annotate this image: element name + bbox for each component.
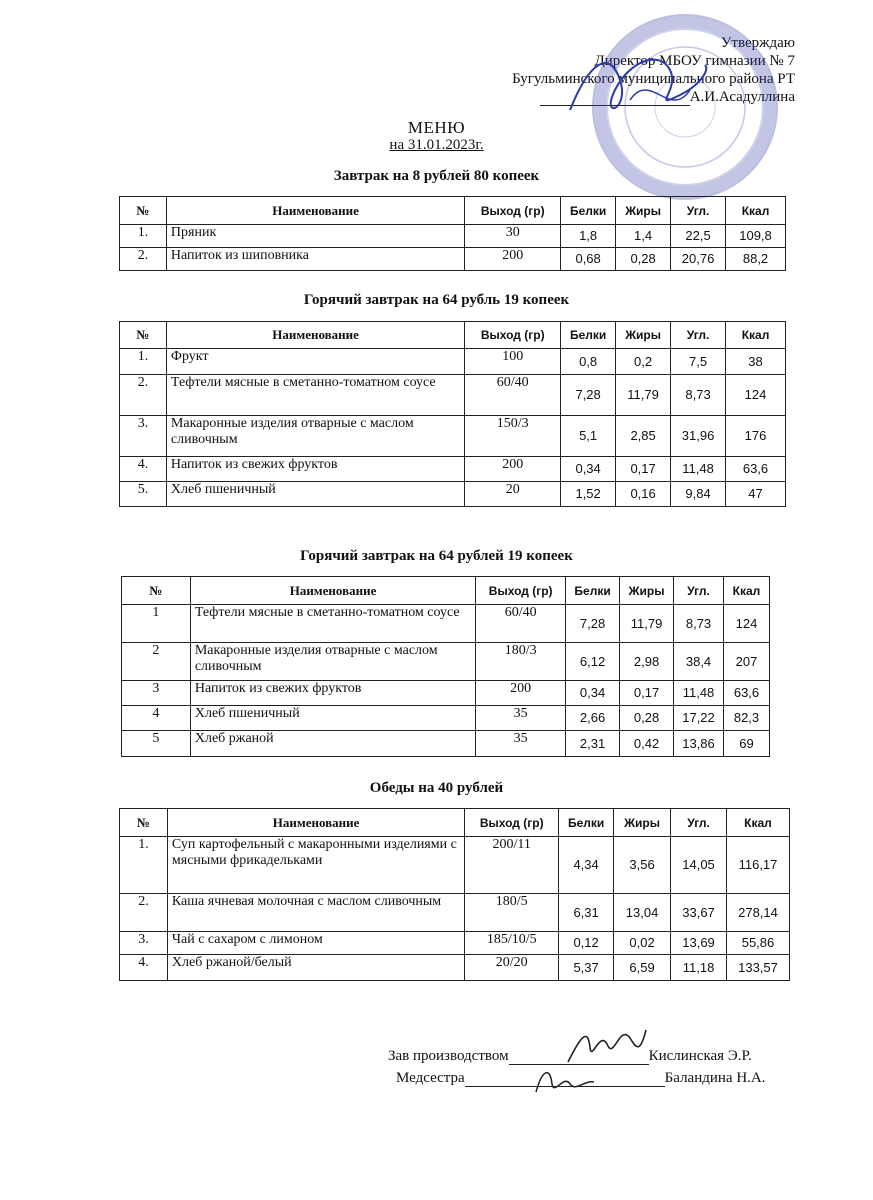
cell-output: 35 [476, 731, 566, 757]
cell-kcal: 82,3 [724, 706, 770, 731]
cell-name: Каша ячневая молочная с маслом сливочным [167, 894, 464, 932]
cell-num: 3. [120, 932, 168, 955]
header-output: Выход (гр) [465, 809, 559, 837]
cell-output: 200 [465, 248, 561, 271]
header-num: № [120, 809, 168, 837]
cell-output: 100 [465, 349, 561, 375]
section-title-breakfast: Завтрак на 8 рублей 80 копеек [333, 168, 540, 184]
cell-output: 20 [465, 482, 561, 507]
header-protein: Белки [559, 809, 614, 837]
cell-num: 4. [120, 955, 168, 981]
table-row [122, 643, 770, 681]
footer-line-nurse [396, 1070, 766, 1087]
menu-table-lunch [119, 808, 790, 981]
header-protein: Белки [561, 322, 616, 349]
footer-name-nurse: Баландина Н.А. [664, 1070, 766, 1086]
table-row [120, 457, 786, 482]
cell-output: 200 [465, 457, 561, 482]
cell-protein: 0,34 [566, 681, 620, 706]
header-kcal: Ккал [727, 809, 790, 837]
cell-carbs: 13,69 [671, 932, 727, 955]
cell-carbs: 33,67 [671, 894, 727, 932]
cell-num: 5 [122, 731, 191, 757]
cell-protein: 6,31 [559, 894, 614, 932]
table-row [120, 955, 790, 981]
header-num: № [120, 322, 167, 349]
cell-protein: 0,34 [561, 457, 616, 482]
table-row [120, 248, 786, 271]
cell-num: 2. [120, 248, 167, 271]
header-name: Наименование [166, 322, 464, 349]
cell-output: 60/40 [465, 375, 561, 416]
cell-fat: 1,4 [616, 225, 671, 248]
cell-protein: 5,37 [559, 955, 614, 981]
cell-num: 2. [120, 894, 168, 932]
header-output: Выход (гр) [476, 577, 566, 605]
cell-protein: 7,28 [561, 375, 616, 416]
cell-carbs: 20,76 [671, 248, 726, 271]
cell-kcal: 47 [726, 482, 786, 507]
cell-kcal: 69 [724, 731, 770, 757]
cell-name: Фрукт [166, 349, 464, 375]
header-carbs: Угл. [671, 809, 727, 837]
table-header-row [120, 322, 786, 349]
table-header-row [120, 809, 790, 837]
table-header-row [122, 577, 770, 605]
header-name: Наименование [190, 577, 475, 605]
cell-protein: 4,34 [559, 837, 614, 894]
cell-name: Суп картофельный с макаронными изделиями с мясными фрикадельками [167, 837, 464, 894]
table-row [120, 482, 786, 507]
cell-carbs: 11,18 [671, 955, 727, 981]
cell-output: 150/3 [465, 416, 561, 457]
approval-line-2: Директор МБОУ гимназии № 7 [594, 53, 795, 69]
cell-kcal: 176 [726, 416, 786, 457]
cell-name: Тефтели мясные в сметанно-томатном соусе [190, 605, 475, 643]
cell-carbs: 31,96 [671, 416, 726, 457]
cell-name: Напиток из свежих фруктов [166, 457, 464, 482]
cell-kcal: 38 [726, 349, 786, 375]
cell-kcal: 133,57 [727, 955, 790, 981]
cell-fat: 0,28 [620, 706, 674, 731]
table-row [120, 225, 786, 248]
cell-kcal: 124 [726, 375, 786, 416]
menu-table-breakfast [119, 196, 786, 271]
cell-protein: 6,12 [566, 643, 620, 681]
header-fat: Жиры [614, 809, 671, 837]
cell-protein: 0,8 [561, 349, 616, 375]
cell-num: 1 [122, 605, 191, 643]
footer-role-production: Зав производством [388, 1048, 509, 1064]
cell-output: 200/11 [465, 837, 559, 894]
cell-fat: 2,85 [616, 416, 671, 457]
cell-fat: 2,98 [620, 643, 674, 681]
cell-num: 3 [122, 681, 191, 706]
cell-kcal: 55,86 [727, 932, 790, 955]
cell-carbs: 13,86 [674, 731, 724, 757]
approval-line-1: Утверждаю [720, 35, 795, 51]
cell-output: 185/10/5 [465, 932, 559, 955]
cell-carbs: 38,4 [674, 643, 724, 681]
cell-protein: 1,52 [561, 482, 616, 507]
header-fat: Жиры [616, 322, 671, 349]
header-kcal: Ккал [726, 322, 786, 349]
table-row [120, 375, 786, 416]
cell-protein: 2,66 [566, 706, 620, 731]
table-row [122, 681, 770, 706]
cell-kcal: 124 [724, 605, 770, 643]
cell-fat: 11,79 [620, 605, 674, 643]
cell-num: 1. [120, 349, 167, 375]
cell-num: 3. [120, 416, 167, 457]
cell-kcal: 63,6 [724, 681, 770, 706]
header-fat: Жиры [616, 197, 671, 225]
cell-name: Макаронные изделия отварные с маслом сливочным [190, 643, 475, 681]
cell-carbs: 11,48 [674, 681, 724, 706]
header-protein: Белки [561, 197, 616, 225]
cell-name: Напиток из шиповника [166, 248, 464, 271]
cell-name: Хлеб пшеничный [166, 482, 464, 507]
cell-num: 5. [120, 482, 167, 507]
signature-blank [465, 1072, 665, 1087]
footer-name-production: Кислинская Э.Р. [648, 1048, 752, 1064]
cell-kcal: 116,17 [727, 837, 790, 894]
cell-protein: 7,28 [566, 605, 620, 643]
cell-output: 180/3 [476, 643, 566, 681]
cell-protein: 0,12 [559, 932, 614, 955]
cell-protein: 5,1 [561, 416, 616, 457]
table-row [120, 837, 790, 894]
footer-role-nurse: Медсестра [396, 1070, 465, 1086]
cell-num: 4. [120, 457, 167, 482]
cell-kcal: 207 [724, 643, 770, 681]
cell-output: 200 [476, 681, 566, 706]
cell-fat: 0,17 [620, 681, 674, 706]
cell-carbs: 9,84 [671, 482, 726, 507]
signature-blank [509, 1050, 649, 1065]
cell-output: 35 [476, 706, 566, 731]
approval-line-3: Бугульминского муниципального района РТ [512, 71, 795, 87]
cell-name: Чай с сахаром с лимоном [167, 932, 464, 955]
header-num: № [120, 197, 167, 225]
cell-output: 20/20 [465, 955, 559, 981]
table-row [122, 605, 770, 643]
cell-carbs: 11,48 [671, 457, 726, 482]
cell-name: Хлеб ржаной/белый [167, 955, 464, 981]
cell-num: 2. [120, 375, 167, 416]
cell-fat: 0,02 [614, 932, 671, 955]
menu-table-hot-breakfast-2 [121, 576, 770, 757]
menu-table-hot-breakfast-1 [119, 321, 786, 507]
cell-num: 4 [122, 706, 191, 731]
cell-name: Тефтели мясные в сметанно-томатном соусе [166, 375, 464, 416]
header-fat: Жиры [620, 577, 674, 605]
approval-block [415, 34, 795, 106]
cell-protein: 2,31 [566, 731, 620, 757]
cell-kcal: 88,2 [726, 248, 786, 271]
cell-name: Напиток из свежих фруктов [190, 681, 475, 706]
section-title-lunch: Обеды на 40 рублей [369, 780, 504, 796]
header-name: Наименование [167, 809, 464, 837]
cell-output: 60/40 [476, 605, 566, 643]
cell-name: Хлеб пшеничный [190, 706, 475, 731]
table-row [120, 894, 790, 932]
cell-fat: 6,59 [614, 955, 671, 981]
cell-name: Хлеб ржаной [190, 731, 475, 757]
cell-fat: 0,17 [616, 457, 671, 482]
cell-fat: 3,56 [614, 837, 671, 894]
cell-fat: 0,28 [616, 248, 671, 271]
table-row [120, 416, 786, 457]
cell-num: 2 [122, 643, 191, 681]
table-header-row [120, 197, 786, 225]
cell-carbs: 7,5 [671, 349, 726, 375]
table-row [120, 932, 790, 955]
page-title: МЕНЮ [407, 118, 466, 137]
header-output: Выход (гр) [465, 197, 561, 225]
footer-line-production [388, 1048, 752, 1065]
director-name: А.И.Асадуллина [689, 89, 795, 105]
cell-carbs: 8,73 [671, 375, 726, 416]
header-carbs: Угл. [674, 577, 724, 605]
cell-num: 1. [120, 225, 167, 248]
header-carbs: Угл. [671, 322, 726, 349]
section-title-hot-breakfast-2: Горячий завтрак на 64 рублей 19 копеек [300, 548, 573, 564]
section-title-hot-breakfast-1: Горячий завтрак на 64 рубль 19 копеек [303, 292, 570, 308]
menu-date: на 31.01.2023г. [389, 137, 484, 153]
cell-kcal: 109,8 [726, 225, 786, 248]
cell-kcal: 63,6 [726, 457, 786, 482]
header-protein: Белки [566, 577, 620, 605]
header-kcal: Ккал [726, 197, 786, 225]
cell-fat: 0,42 [620, 731, 674, 757]
cell-carbs: 17,22 [674, 706, 724, 731]
cell-num: 1. [120, 837, 168, 894]
cell-kcal: 278,14 [727, 894, 790, 932]
header-kcal: Ккал [724, 577, 770, 605]
cell-output: 180/5 [465, 894, 559, 932]
header-output: Выход (гр) [465, 322, 561, 349]
cell-name: Пряник [166, 225, 464, 248]
cell-fat: 0,2 [616, 349, 671, 375]
cell-name: Макаронные изделия отварные с маслом сливочным [166, 416, 464, 457]
table-row [120, 349, 786, 375]
cell-protein: 0,68 [561, 248, 616, 271]
cell-fat: 11,79 [616, 375, 671, 416]
table-row [122, 706, 770, 731]
cell-fat: 0,16 [616, 482, 671, 507]
approval-line-4 [415, 88, 795, 106]
header-name: Наименование [166, 197, 464, 225]
cell-output: 30 [465, 225, 561, 248]
cell-protein: 1,8 [561, 225, 616, 248]
table-row [122, 731, 770, 757]
header-num: № [122, 577, 191, 605]
cell-carbs: 8,73 [674, 605, 724, 643]
signature-underline [540, 91, 690, 106]
cell-carbs: 22,5 [671, 225, 726, 248]
header-carbs: Угл. [671, 197, 726, 225]
cell-carbs: 14,05 [671, 837, 727, 894]
cell-fat: 13,04 [614, 894, 671, 932]
